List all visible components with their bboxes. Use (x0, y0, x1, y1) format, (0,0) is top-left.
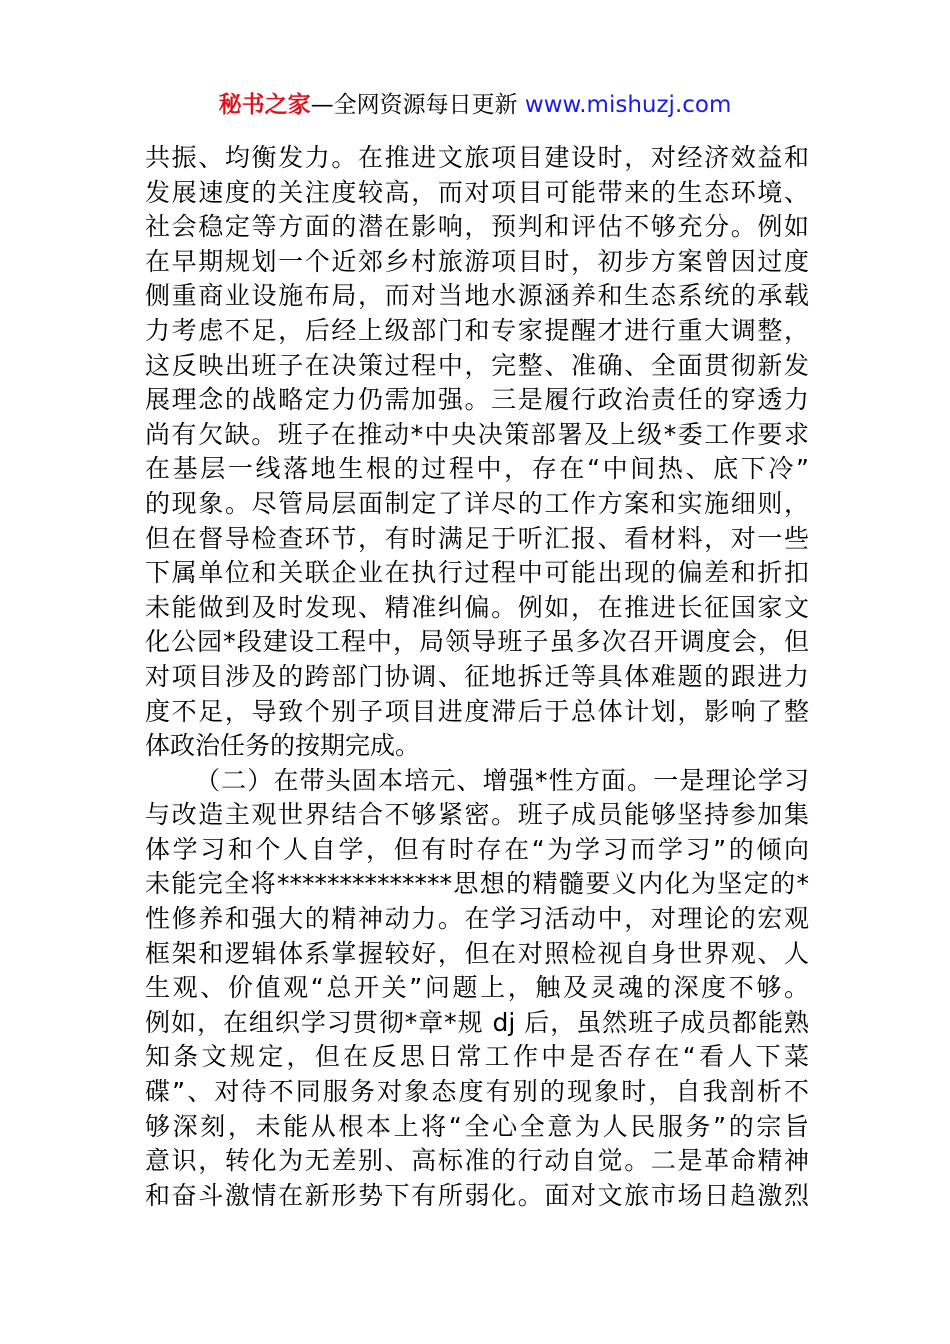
text-line: 够深刻，未能从根本上将“全心全意为人民服务”的宗旨 (145, 1111, 809, 1141)
text-line: 这反映出班子在决策过程中，完整、准确、全面贯彻新发 (145, 350, 809, 380)
text-line: 发展速度的关注度较高，而对项目可能带来的生态环境、 (145, 177, 809, 207)
text-line: 框架和逻辑体系掌握较好，但在对照检视自身世界观、人 (145, 938, 809, 968)
text-line: 在早期规划一个近郊乡村旅游项目时，初步方案曾因过度 (145, 246, 809, 276)
text-line: 尚有欠缺。班子在推动*中央决策部署及上级*委工作要求 (145, 419, 809, 449)
text-line: 与改造主观世界结合不够紧密。班子成员能够坚持参加集 (145, 800, 809, 830)
text-line: 生观、价值观“总开关”问题上，触及灵魂的深度不够。 (145, 973, 809, 1003)
text-line: 例如，在组织学习贯彻*章*规 dj 后，虽然班子成员都能熟 (145, 1007, 809, 1037)
text-line: 的现象。尽管局层面制定了详尽的工作方案和实施细则， (145, 488, 809, 518)
section-heading-line: （二）在带头固本培元、增强*性方面。一是理论学习 (195, 765, 809, 795)
text-line: 社会稳定等方面的潜在影响，预判和评估不够充分。例如 (145, 212, 809, 242)
site-brand: 秘书之家 (218, 92, 311, 118)
site-url-link[interactable]: www.mishuzj.com (524, 92, 732, 118)
text-line: 度不足，导致个别子项目进度滞后于总体计划，影响了整 (145, 696, 809, 726)
document-body (145, 141, 809, 1213)
text-line: 知条文规定，但在反思日常工作中是否存在“看人下菜 (145, 1042, 809, 1072)
text-line: 意识，转化为无差别、高标准的行动自觉。二是革命精神 (145, 1146, 809, 1176)
text-line: 碟”、对待不同服务对象态度有别的现象时，自我剖析不 (145, 1077, 809, 1107)
text-line: 侧重商业设施布局，而对当地水源涵养和生态系统的承载 (145, 281, 809, 311)
text-line: 和奋斗激情在新形势下有所弱化。面对文旅市场日趋激烈 (145, 1180, 809, 1210)
text-line: 体政治任务的按期完成。 (145, 731, 421, 761)
site-header (0, 90, 950, 120)
text-line: 未能做到及时发现、精准纠偏。例如，在推进长征国家文 (145, 592, 809, 622)
text-line: 下属单位和关联企业在执行过程中可能出现的偏差和折扣 (145, 558, 809, 588)
text-line: 共振、均衡发力。在推进文旅项目建设时，对经济效益和 (145, 143, 809, 172)
text-line: 在基层一线落地生根的过程中，存在“中间热、底下冷” (145, 454, 809, 484)
site-tagline: —全网资源每日更新 (310, 92, 525, 118)
text-line: 未能完全将**************思想的精髓要义内化为坚定的* (145, 869, 809, 899)
text-line: 性修养和强大的精神动力。在学习活动中，对理论的宏观 (145, 904, 809, 934)
text-line: 化公园*段建设工程中，局领导班子虽多次召开调度会，但 (145, 627, 809, 657)
text-line: 对项目涉及的跨部门协调、征地拆迁等具体难题的跟进力 (145, 661, 809, 691)
text-line: 力考虑不足，后经上级部门和专家提醒才进行重大调整， (145, 315, 809, 345)
text-line: 展理念的战略定力仍需加强。三是履行政治责任的穿透力 (145, 385, 809, 415)
text-line: 体学习和个人自学，但有时存在“为学习而学习”的倾向 (145, 834, 809, 864)
text-line: 但在督导检查环节，有时满足于听汇报、看材料，对一些 (145, 523, 809, 553)
